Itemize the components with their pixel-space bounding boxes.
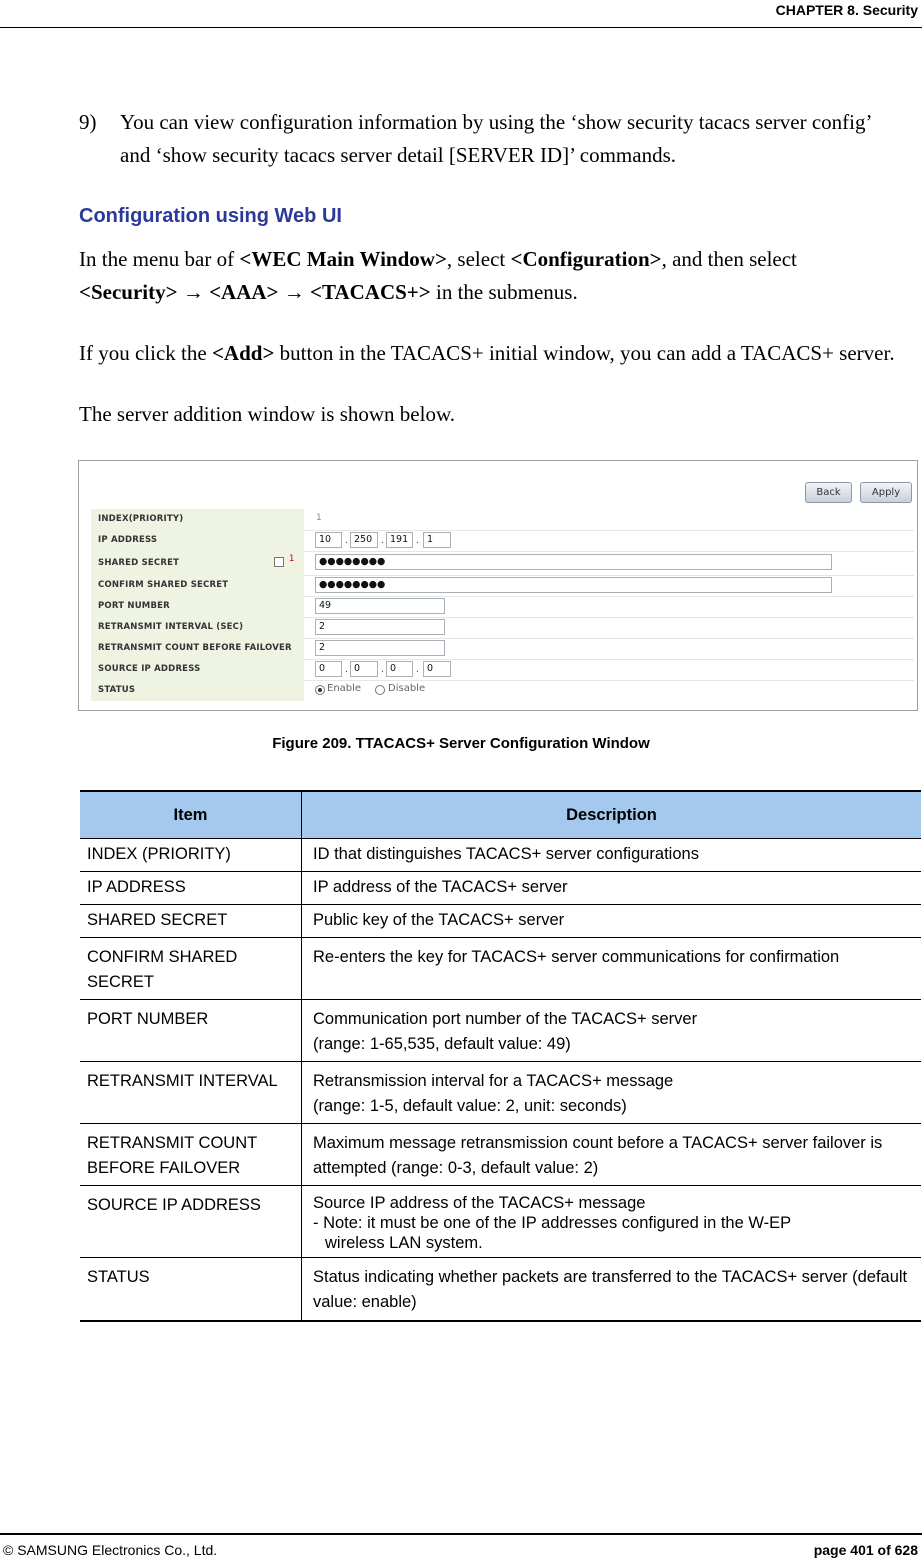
row-item: PORT NUMBER: [80, 1000, 302, 1062]
table-row: [80, 1186, 921, 1258]
row-description: [302, 1000, 922, 1062]
status-disable-radio[interactable]: [375, 685, 385, 695]
label-shared-secret: SHARED SECRET: [91, 551, 304, 575]
description-table: [80, 790, 921, 1322]
row-index: [91, 509, 914, 531]
shared-secret-input[interactable]: ●●●●●●●●: [315, 554, 832, 570]
row-item: SHARED SECRET: [80, 905, 302, 938]
table-row: [80, 1062, 921, 1124]
source-ip-octet-1[interactable]: 0: [315, 661, 342, 677]
intro-text: If you click the: [79, 341, 212, 365]
port-number-input[interactable]: 49: [315, 598, 445, 614]
checkbox-label: 1: [289, 554, 295, 564]
apply-button[interactable]: Apply: [860, 482, 912, 503]
arrow-right-icon: →: [177, 280, 210, 304]
intro-text: , and then select: [661, 247, 797, 271]
label-retransmit-count: RETRANSMIT COUNT BEFORE FAILOVER: [91, 638, 304, 659]
intro-text: button in the TACACS+ initial window, you can add a TACACS+ server.: [274, 341, 895, 365]
intro-text: , select: [446, 247, 511, 271]
intro-paragraph-add: [79, 337, 914, 370]
add-button-ref: <Add>: [211, 341, 275, 365]
row-item: STATUS: [80, 1258, 302, 1322]
table-header-row: [80, 791, 921, 839]
row-description: ID that distinguishes TACACS+ server configurations: [302, 839, 922, 872]
footer-copyright: © SAMSUNG Electronics Co., Ltd.: [3, 1542, 218, 1558]
label-ip-address: IP ADDRESS: [91, 530, 304, 551]
ip-dot: .: [345, 665, 348, 675]
footer-divider: [0, 1533, 922, 1535]
label-retransmit-interval: RETRANSMIT INTERVAL (SEC): [91, 617, 304, 638]
table-row: [80, 938, 921, 1000]
menu-configuration: <Configuration>: [510, 247, 662, 271]
row-shared-secret: [91, 551, 914, 576]
ip-dot: .: [416, 665, 419, 675]
label-status: STATUS: [91, 680, 304, 701]
table-row: [80, 1124, 921, 1186]
label-index: INDEX(PRIORITY): [91, 509, 304, 530]
row-item: CONFIRM SHARED SECRET: [80, 938, 302, 1000]
label-source-ip: SOURCE IP ADDRESS: [91, 659, 304, 680]
description-note-continued: wireless LAN system.: [325, 1234, 483, 1252]
description-note: - Note: it must be one of the IP addresses configured in the W-EP: [313, 1214, 792, 1232]
intro-text: in the submenus.: [430, 280, 578, 304]
table-row: [80, 1000, 921, 1062]
section-title: Configuration using Web UI: [79, 205, 342, 227]
ip-dot: .: [381, 536, 384, 546]
tacacs-server-window-screenshot: [78, 460, 918, 711]
back-button[interactable]: Back: [805, 482, 852, 503]
menu-tacacs: <TACACS+>: [310, 280, 431, 304]
ip-dot: .: [416, 536, 419, 546]
source-ip-octet-2[interactable]: 0: [350, 661, 378, 677]
row-confirm-secret: [91, 575, 914, 597]
row-description: Status indicating whether packets are transferred to the TACACS+ server (default value: enable): [302, 1258, 922, 1322]
row-item: SOURCE IP ADDRESS: [80, 1186, 302, 1258]
row-item: RETRANSMIT COUNT BEFORE FAILOVER: [80, 1124, 302, 1186]
step-text: You can view configuration information by using the ‘show security tacacs server config’ and ‘show security tacacs server detail [SERVER ID]’ commands.: [120, 110, 871, 167]
row-retransmit-count: [91, 638, 914, 660]
table-row: [80, 839, 921, 872]
status-enable-label: Enable: [327, 683, 362, 694]
row-port-number: [91, 596, 914, 618]
description-line: Communication port number of the TACACS+ server: [313, 1010, 698, 1028]
row-description: Maximum message retransmission count before a TACACS+ server failover is attempted (range: 0-3, default value: 2): [302, 1124, 922, 1186]
source-ip-octet-4[interactable]: 0: [423, 661, 451, 677]
description-line: Retransmission interval for a TACACS+ message: [313, 1072, 674, 1090]
status-disable-label: Disable: [388, 683, 426, 694]
row-description: Public key of the TACACS+ server: [302, 905, 922, 938]
table-row: [80, 1258, 921, 1322]
label-port-number: PORT NUMBER: [91, 596, 304, 617]
description-line: Source IP address of the TACACS+ message: [313, 1194, 646, 1212]
menu-aaa: <AAA>: [209, 280, 279, 304]
description-range: (range: 1-65,535, default value: 49): [313, 1035, 571, 1053]
retransmit-count-input[interactable]: 2: [315, 640, 445, 656]
intro-text: In the menu bar of: [79, 247, 240, 271]
ip-octet-1[interactable]: 10: [315, 532, 342, 548]
row-status: [91, 680, 914, 701]
row-item: IP ADDRESS: [80, 872, 302, 905]
ip-octet-4[interactable]: 1: [423, 532, 451, 548]
arrow-right-icon: →: [278, 280, 311, 304]
row-item: INDEX (PRIORITY): [80, 839, 302, 872]
row-retransmit-interval: [91, 617, 914, 639]
row-description: [302, 1062, 922, 1124]
header-description: Description: [302, 791, 922, 839]
show-secret-checkbox[interactable]: [274, 557, 284, 567]
chapter-header: CHAPTER 8. Security: [775, 2, 918, 18]
retransmit-interval-input[interactable]: 2: [315, 619, 445, 635]
header-divider: [0, 27, 922, 28]
status-enable-radio[interactable]: [315, 685, 325, 695]
row-source-ip: [91, 659, 914, 681]
row-ip-address: [91, 530, 914, 552]
step-number: 9): [79, 110, 97, 134]
label-confirm-secret: CONFIRM SHARED SECRET: [91, 575, 304, 596]
source-ip-octet-3[interactable]: 0: [386, 661, 413, 677]
ip-dot: .: [381, 665, 384, 675]
row-description: Re-enters the key for TACACS+ server communications for confirmation: [302, 938, 922, 1000]
description-range: (range: 1-5, default value: 2, unit: seconds): [313, 1097, 627, 1115]
menu-security: <Security>: [79, 280, 178, 304]
ip-octet-3[interactable]: 191: [386, 532, 413, 548]
row-description: IP address of the TACACS+ server: [302, 872, 922, 905]
confirm-secret-input[interactable]: ●●●●●●●●: [315, 577, 832, 593]
index-value: 1: [316, 513, 322, 523]
table-row: [80, 872, 921, 905]
figure-caption: Figure 209. TTACACS+ Server Configuration Window: [272, 735, 650, 752]
ip-dot: .: [345, 536, 348, 546]
menu-wec-main-window: <WEC Main Window>: [239, 247, 447, 271]
row-item: RETRANSMIT INTERVAL: [80, 1062, 302, 1124]
intro-paragraph-menu: [79, 243, 914, 309]
row-description: [302, 1186, 922, 1258]
ip-octet-2[interactable]: 250: [350, 532, 378, 548]
footer-page-number: page 401 of 628: [813, 1542, 918, 1558]
intro-paragraph-window: The server addition window is shown below.: [79, 402, 455, 426]
table-row: [80, 905, 921, 938]
header-item: Item: [80, 791, 302, 839]
